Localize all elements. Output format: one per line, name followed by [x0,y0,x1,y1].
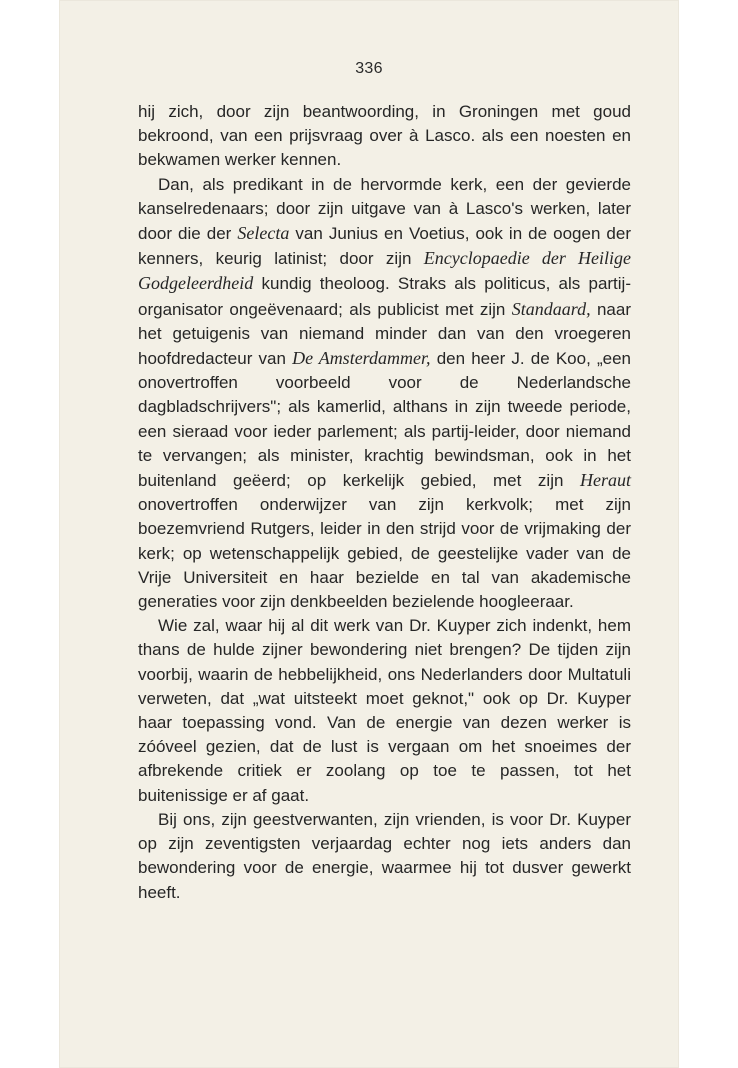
text-run: kundig theoloog. Straks als politicus, als partij-organisator ongeëvenaard; als publicist met zijn [138,274,631,319]
book-page [59,0,679,1068]
italic-title: Selecta [237,223,290,244]
paragraph [138,173,631,615]
italic-title: Encyclopaedie der Heilige Godgeleerdheid [138,248,632,294]
text-run: Wie zal, waar hij al dit werk van Dr. Kuyper zich indenkt, hem thans de hulde zijner bewondering niet brengen? De tijden zijn voorbij, waarin de hebbelijkheid, ons Nederlanders door Multatuli verweten, dat „wat uitsteekt moet geknot," ook op Dr. Kuyper haar toepassing vond. Van de energie van dezen werker is zóóveel gezien, dat de lust is vergaan om het snoeimes der afbrekende critiek er zoolang op toe te passen, tot het buitenissige er af gaat. [138,616,631,805]
paragraph [138,808,631,905]
body-text [138,100,631,905]
text-run: van Junius en Voetius, ook in de oogen der kenners, keurig latinist; door zijn [138,224,632,269]
italic-title: Heraut [580,470,631,491]
text-run: hij zich, door zijn beantwoording, in Groningen met goud bekroond, van een prijsvraag over à Lasco. als een noesten en bekwamen werker kennen. [138,102,631,170]
italic-title: De Amsterdammer, [292,348,431,369]
italic-title: Standaard, [511,298,591,319]
page-number: 336 [355,60,383,77]
text-run: Bij ons, zijn geestverwanten, zijn vrienden, is voor Dr. Kuyper op zijn zeventigsten verjaardag echter nog iets anders dan bewondering voor de energie, waarmee hij tot dusver gewerkt heeft. [138,809,631,902]
text-run: naar het getuigenis van niemand minder dan van den vroegeren hoofdredacteur van [138,299,631,369]
paragraph [138,614,631,808]
paragraph [138,100,631,173]
text-run: Dan, als predikant in de hervormde kerk, een der gevierde kanselredenaars; door zijn uitgave van à Lasco's werken, later door die der [138,174,631,244]
text-run: onovertroffen onderwijzer van zijn kerkvolk; met zijn boezemvriend Rutgers, leider in den strijd voor de vrijmaking der kerk; op wetenschappelijk gebied, de geestelijke vader van de Vrije Universiteit en haar bezielde en tal van akademische generaties voor zijn denkbeelden bezielende hoogleeraar. [138,495,631,612]
text-run: den heer J. de Koo, „een onovertroffen voorbeeld voor de Nederlandsche dagbladschrijvers"; als kamerlid, althans in zijn tweede periode, een sieraad voor ieder parlement; als partij-leider, door niemand te vervangen; als minister, krachtig bewindsman, ook in het buitenland geëerd; op kerkelijk gebied, met zijn [138,349,632,491]
